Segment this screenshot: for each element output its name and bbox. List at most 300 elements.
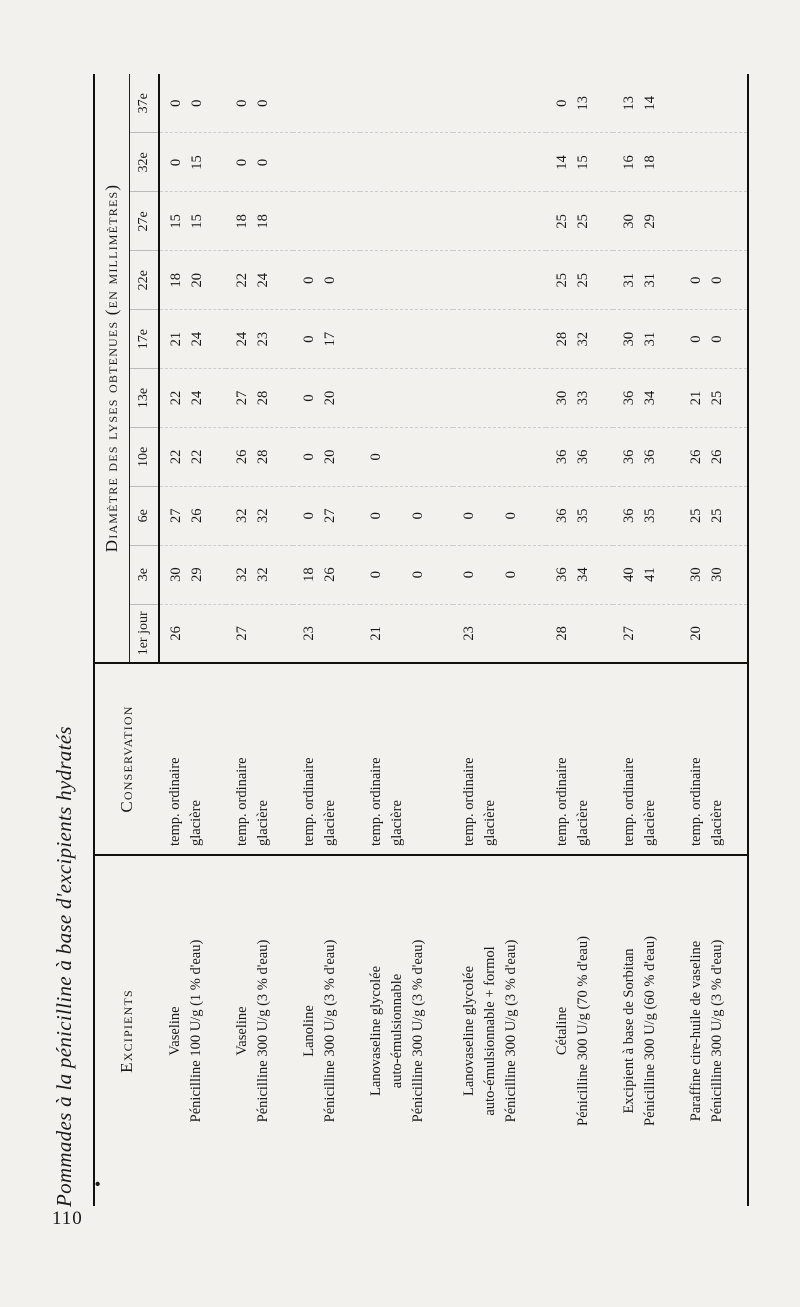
value-cell (226, 310, 293, 369)
value: 21 (168, 331, 184, 347)
conservation-line: temp. ordinaire (167, 757, 183, 846)
value (299, 133, 320, 191)
value (408, 369, 429, 427)
excipient-cell (546, 855, 613, 1206)
value-cell (613, 486, 680, 545)
value (387, 251, 408, 309)
value (387, 310, 408, 368)
value-cell (293, 251, 360, 310)
value: 30 (554, 390, 571, 406)
excipient-line: Pénicilline 300 U/g (60 % d'eau) (642, 936, 659, 1126)
table-row (680, 74, 747, 1206)
value (366, 251, 387, 309)
value-cell (293, 545, 360, 604)
value: 18 (300, 567, 317, 582)
excipient-line: Pénicilline 100 U/g (1 % d'eau) (188, 939, 205, 1123)
value-cell (453, 427, 546, 486)
table-row (226, 74, 293, 1206)
value: 0 (409, 571, 426, 579)
value-cell (226, 486, 293, 545)
header-diametre: Diamètre des lyses obtenues (en millimètres) (95, 74, 130, 663)
excipient-cell (226, 855, 293, 1206)
value: 0 (168, 99, 184, 107)
value-cell (226, 545, 293, 604)
value-cell (613, 192, 680, 251)
value: 20 (321, 390, 338, 406)
value-cell (613, 74, 680, 133)
value (501, 605, 522, 662)
value-cell (613, 369, 680, 428)
table-row (360, 74, 453, 1206)
value-cell (613, 251, 680, 310)
value (459, 192, 480, 250)
value: 22 (233, 272, 250, 288)
value: 32 (255, 508, 271, 524)
conservation-line: glacière (575, 800, 592, 846)
value: 23 (300, 626, 317, 641)
value: 14 (642, 96, 659, 111)
value: 30 (687, 567, 704, 582)
table-row (293, 74, 360, 1206)
table-row (613, 74, 680, 1206)
value-cell (293, 133, 360, 192)
excipient-line: Pénicilline 300 U/g (3 % d'eau) (709, 939, 725, 1123)
value: 15 (575, 155, 592, 170)
conservation-line: temp. ordinaire (687, 757, 704, 846)
value: 28 (554, 331, 571, 347)
value: 0 (300, 512, 317, 520)
value (480, 192, 501, 250)
value-cell (159, 133, 226, 192)
value (686, 74, 707, 132)
value (299, 74, 320, 132)
value (320, 74, 341, 132)
conservation-line: glacière (388, 800, 405, 846)
value (408, 133, 429, 191)
excipient-cell (453, 855, 546, 1206)
value: 27 (233, 626, 250, 641)
value: 31 (621, 272, 637, 288)
conservation-cell (613, 663, 680, 855)
value-cell (680, 545, 747, 604)
day-header: 13e (130, 369, 160, 428)
excipient-cell (613, 855, 680, 1206)
value-cell (453, 486, 546, 545)
value (459, 133, 480, 191)
value: 36 (621, 508, 637, 524)
value (187, 605, 208, 662)
day-header: 10e (130, 427, 160, 486)
value: 27 (233, 390, 250, 406)
value-cell (546, 545, 613, 604)
value: 24 (233, 331, 250, 347)
value: 15 (189, 155, 206, 170)
conservation-line: glacière (255, 800, 271, 846)
value: 26 (233, 449, 250, 465)
value: 25 (554, 272, 571, 288)
value: 28 (255, 390, 271, 406)
value: 26 (321, 567, 338, 582)
value-cell (226, 427, 293, 486)
value (459, 428, 480, 486)
value-cell (159, 545, 226, 604)
value (320, 133, 341, 191)
value-cell (613, 310, 680, 369)
value: 30 (709, 567, 725, 582)
value-cell (546, 133, 613, 192)
value-cell (680, 427, 747, 486)
value: 32 (255, 567, 271, 582)
value-cell (680, 486, 747, 545)
value-cell (159, 310, 226, 369)
value (387, 605, 408, 662)
value (459, 310, 480, 368)
value: 0 (367, 512, 384, 520)
conservation-cell (680, 663, 747, 855)
value (480, 310, 501, 368)
conservation-line: glacière (709, 800, 725, 846)
conservation-line: glacière (321, 800, 338, 846)
value-cell (453, 369, 546, 428)
value: 36 (554, 449, 571, 465)
value (408, 310, 429, 368)
value: 18 (233, 214, 250, 229)
value: 23 (460, 626, 477, 641)
conservation-cell (453, 663, 546, 855)
value: 22 (168, 449, 184, 465)
value-cell (680, 192, 747, 251)
value (320, 605, 341, 662)
value: 26 (168, 626, 184, 641)
value-cell (360, 251, 453, 310)
value-cell (680, 604, 747, 663)
value-cell (453, 74, 546, 133)
value: 36 (621, 449, 637, 465)
value (408, 605, 429, 662)
value (299, 192, 320, 250)
table-row (159, 74, 226, 1206)
value-cell (293, 310, 360, 369)
value-cell (360, 427, 453, 486)
value: 0 (189, 99, 206, 107)
value: 28 (255, 449, 271, 465)
excipient-line: Vaseline (233, 1006, 250, 1056)
value (501, 428, 522, 486)
day-header: 32e (130, 133, 160, 192)
value-cell (546, 310, 613, 369)
value-cell (159, 369, 226, 428)
value: 22 (168, 390, 184, 406)
excipient-line: Pénicilline 300 U/g (3 % d'eau) (409, 939, 426, 1123)
value: 0 (367, 571, 384, 579)
day-header: 37e (130, 74, 160, 133)
conservation-cell (546, 663, 613, 855)
excipient-line: auto-émulsionnable + formol (482, 946, 498, 1116)
value-cell (159, 427, 226, 486)
value (387, 487, 408, 545)
value-cell (226, 192, 293, 251)
value (387, 74, 408, 132)
value: 26 (709, 449, 725, 465)
value: 36 (575, 449, 592, 465)
value-cell (159, 192, 226, 251)
day-header: 27e (130, 192, 160, 251)
value: 40 (621, 567, 637, 582)
value-cell (613, 604, 680, 663)
excipient-line: Lanovaseline glycolée (367, 965, 384, 1097)
value (459, 74, 480, 132)
value (387, 369, 408, 427)
conservation-line: glacière (188, 800, 205, 846)
value: 31 (642, 272, 659, 288)
value: 36 (621, 390, 637, 406)
value-cell (613, 133, 680, 192)
excipient-line: Vaseline (167, 1006, 183, 1056)
value (366, 74, 387, 132)
day-header: 17e (130, 310, 160, 369)
value-cell (293, 369, 360, 428)
conservation-line: temp. ordinaire (300, 757, 317, 846)
value-cell (680, 369, 747, 428)
value: 34 (642, 390, 659, 406)
value: 35 (642, 508, 659, 524)
value: 28 (554, 626, 571, 641)
value: 0 (300, 453, 317, 461)
value (408, 251, 429, 309)
header-conservation: Conservation (95, 663, 159, 855)
bullet-mark: • (88, 1180, 108, 1187)
value: 26 (687, 449, 704, 465)
value: 25 (709, 390, 725, 406)
excipient-line: Pénicilline 300 U/g (70 % d'eau) (575, 936, 592, 1126)
value: 0 (233, 99, 250, 107)
value-cell (360, 310, 453, 369)
value: 20 (189, 272, 206, 288)
value: 32 (233, 567, 250, 582)
value-cell (360, 133, 453, 192)
value-cell (546, 427, 613, 486)
value (501, 192, 522, 250)
value-cell (613, 427, 680, 486)
value (366, 133, 387, 191)
value (480, 133, 501, 191)
value-cell (159, 604, 226, 663)
value-cell (546, 192, 613, 251)
conservation-line: temp. ordinaire (554, 757, 571, 846)
value-cell (680, 310, 747, 369)
value: 41 (642, 567, 659, 582)
value: 18 (255, 214, 271, 229)
value-cell (360, 604, 453, 663)
value (387, 428, 408, 486)
excipient-cell (360, 855, 453, 1206)
value-cell (546, 74, 613, 133)
value-cell (159, 251, 226, 310)
conservation-line: temp. ordinaire (621, 757, 637, 846)
excipient-line: Pénicilline 300 U/g (3 % d'eau) (503, 939, 520, 1123)
value: 34 (575, 567, 592, 582)
value (320, 192, 341, 250)
value: 35 (575, 508, 592, 524)
value: 20 (321, 449, 338, 465)
value (640, 605, 661, 662)
value-cell (360, 369, 453, 428)
value-cell (546, 369, 613, 428)
day-header: 6e (130, 486, 160, 545)
value: 0 (300, 335, 317, 343)
value (707, 605, 728, 662)
value (501, 74, 522, 132)
day-header: 3e (130, 545, 160, 604)
value: 18 (168, 272, 184, 288)
value (387, 546, 408, 604)
value (366, 310, 387, 368)
value: 29 (189, 567, 206, 582)
excipient-line: Pénicilline 300 U/g (3 % d'eau) (255, 939, 271, 1123)
value-cell (159, 486, 226, 545)
value-cell (226, 604, 293, 663)
value: 25 (709, 508, 725, 524)
excipient-line: Lanoline (300, 1005, 317, 1057)
value: 27 (621, 626, 637, 641)
value: 0 (687, 335, 704, 343)
value (707, 192, 728, 250)
value (501, 251, 522, 309)
value-cell (226, 369, 293, 428)
value (408, 74, 429, 132)
value-cell (453, 251, 546, 310)
value-cell (453, 133, 546, 192)
value (480, 369, 501, 427)
value: 0 (554, 99, 571, 107)
conservation-cell (293, 663, 360, 855)
value: 36 (554, 508, 571, 524)
value: 36 (554, 567, 571, 582)
table-row (453, 74, 546, 1206)
value: 33 (575, 390, 592, 406)
value (480, 605, 501, 662)
value: 32 (233, 508, 250, 524)
value (480, 546, 501, 604)
value: 22 (189, 449, 206, 465)
excipient-cell (159, 855, 226, 1206)
value: 24 (189, 331, 206, 347)
lysis-table (93, 74, 749, 1206)
value-cell (293, 192, 360, 251)
value: 30 (621, 214, 637, 229)
value: 31 (642, 331, 659, 347)
value: 0 (709, 335, 725, 343)
value (459, 369, 480, 427)
value: 0 (709, 276, 725, 284)
value (408, 192, 429, 250)
value: 24 (255, 272, 271, 288)
conservation-line: glacière (482, 800, 498, 846)
value (366, 369, 387, 427)
value-cell (226, 74, 293, 133)
value (253, 605, 274, 662)
value-cell (453, 310, 546, 369)
value-cell (226, 251, 293, 310)
value: 0 (255, 158, 271, 167)
conservation-cell (360, 663, 453, 855)
conservation-cell (226, 663, 293, 855)
value-cell (360, 74, 453, 133)
value (408, 428, 429, 486)
value (480, 74, 501, 132)
value (501, 310, 522, 368)
value: 29 (642, 214, 659, 229)
value-cell (293, 486, 360, 545)
value-cell (226, 133, 293, 192)
value: 20 (687, 626, 704, 641)
value: 17 (321, 331, 338, 347)
value (573, 605, 594, 662)
value (459, 251, 480, 309)
value (501, 369, 522, 427)
value-cell (293, 604, 360, 663)
page-number: 110 (52, 1208, 83, 1229)
value: 0 (321, 276, 338, 284)
value: 25 (687, 508, 704, 524)
value: 13 (621, 96, 637, 111)
value: 0 (460, 571, 477, 579)
value (707, 133, 728, 191)
value: 25 (554, 214, 571, 229)
value: 0 (300, 394, 317, 402)
day-header: 1er jour (130, 604, 160, 663)
value: 13 (575, 96, 592, 111)
value (480, 487, 501, 545)
value-cell (680, 133, 747, 192)
value (686, 133, 707, 191)
data-table (95, 74, 747, 1206)
value: 24 (189, 390, 206, 406)
value: 18 (642, 155, 659, 170)
value-cell (453, 192, 546, 251)
excipient-line: auto-émulsionnable (388, 973, 405, 1089)
value: 25 (575, 272, 592, 288)
header-excipients: Excipients (95, 855, 159, 1206)
value: 27 (321, 508, 338, 524)
excipient-line: Excipient à base de Sorbitan (621, 948, 637, 1114)
value-cell (680, 74, 747, 133)
value: 0 (503, 571, 519, 579)
value (387, 192, 408, 250)
value-cell (453, 545, 546, 604)
value (686, 192, 707, 250)
value: 0 (367, 453, 384, 461)
value-cell (293, 74, 360, 133)
value: 16 (621, 155, 637, 170)
value: 27 (168, 508, 184, 524)
value: 26 (189, 508, 206, 524)
value-cell (613, 545, 680, 604)
value-cell (360, 486, 453, 545)
excipient-line: Paraffine cire-huile de vaseline (687, 940, 704, 1122)
value-cell (360, 192, 453, 251)
excipient-cell (293, 855, 360, 1206)
value: 32 (575, 331, 592, 347)
value: 15 (168, 214, 184, 229)
value (501, 133, 522, 191)
value: 14 (554, 155, 571, 170)
value: 0 (687, 276, 704, 284)
value: 0 (460, 512, 477, 520)
value-cell (680, 251, 747, 310)
value (707, 74, 728, 132)
excipient-cell (680, 855, 747, 1206)
